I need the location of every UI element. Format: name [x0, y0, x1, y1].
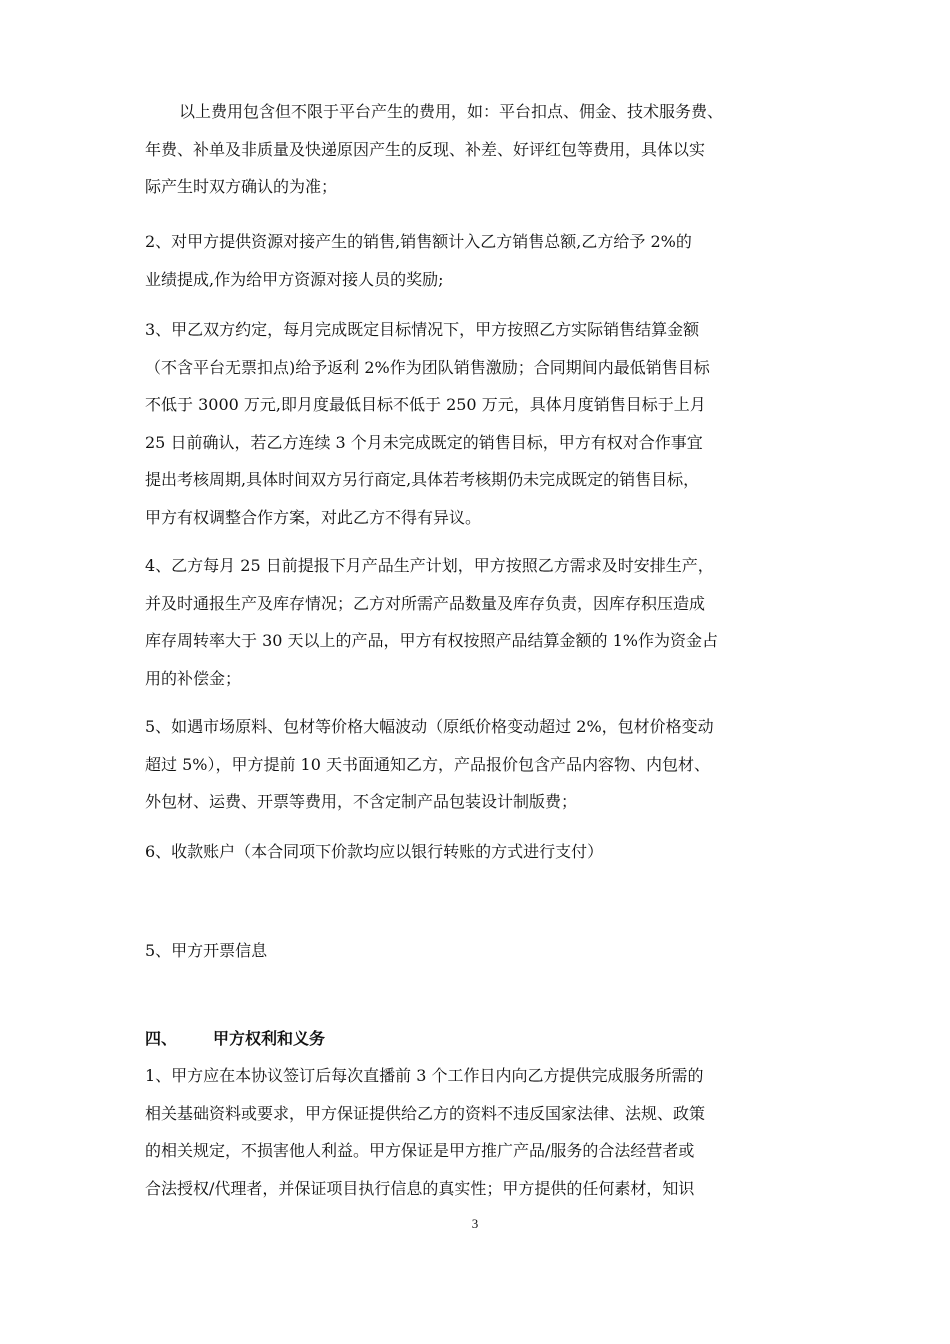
text-line: 25 日前确认，若乙方连续 3 个月未完成既定的销售目标，甲方有权对合作事宜 — [145, 432, 703, 452]
text-line: 用的补偿金； — [145, 668, 242, 688]
intro-paragraph — [145, 93, 815, 206]
text-line: 不低于 3000 万元,即月度最低目标不低于 250 万元，具体月度销售目标于上月 — [145, 395, 706, 414]
text-line: 超过 5%），甲方提前 10 天书面通知乙方，产品报价包含产品内容物、内包材、 — [145, 754, 711, 774]
clause-5-paragraph — [145, 708, 815, 821]
section-4-heading — [145, 1020, 325, 1058]
text-line: 际产生时双方确认的为准； — [145, 177, 338, 196]
text-line: 提出考核周期,具体时间双方另行商定,具体若考核期仍未完成既定的销售目标， — [145, 470, 700, 489]
section-4-clause-1-paragraph — [145, 1057, 815, 1207]
text-line: 相关基础资料或要求，甲方保证提供给乙方的资料不违反国家法律、法规、政策 — [145, 1103, 706, 1123]
clause-4-paragraph — [145, 547, 815, 697]
clause-6-paragraph — [145, 833, 815, 871]
text-line: 5、如遇市场原料、包材等价格大幅波动（原纸价格变动超过 2%，包材价格变动 — [145, 717, 714, 736]
text-line: 5、甲方开票信息 — [145, 941, 268, 960]
text-line: 并及时通报生产及库存情况；乙方对所需产品数量及库存负责，因库存积压造成 — [145, 593, 706, 613]
text-line: 1、甲方应在本协议签订后每次直播前 3 个工作日内向乙方提供完成服务所需的 — [145, 1066, 704, 1085]
text-line: 外包材、运费、开票等费用，不含定制产品包装设计制版费； — [145, 792, 578, 811]
text-line: 库存周转率大于 30 天以上的产品，甲方有权按照产品结算金额的 1%作为资金占 — [145, 631, 719, 650]
text-line: 3、甲乙双方约定，每月完成既定目标情况下，甲方按照乙方实际销售结算金额 — [145, 320, 700, 339]
text-line: 年费、补单及非质量及快递原因产生的反现、补差、好评红包等费用，具体以实 — [145, 139, 706, 159]
section-4-number: 四、 — [145, 1029, 178, 1048]
text-line: 2、对甲方提供资源对接产生的销售,销售额计入乙方销售总额,乙方给予 2%的 — [145, 232, 692, 251]
section-4-title: 甲方权利和义务 — [213, 1029, 326, 1048]
clause-5b-paragraph — [145, 932, 815, 970]
text-line: 合法授权/代理者，并保证项目执行信息的真实性；甲方提供的任何素材，知识 — [145, 1178, 695, 1198]
text-line: 4、乙方每月 25 日前提报下月产品生产计划，甲方按照乙方需求及时安排生产， — [145, 556, 714, 575]
clause-2-paragraph — [145, 223, 815, 298]
text-line: 的相关规定，不损害他人利益。甲方保证是甲方推广产品/服务的合法经营者或 — [145, 1141, 695, 1160]
text-line: 甲方有权调整合作方案，对此乙方不得有异议。 — [145, 507, 482, 527]
text-line: 以上费用包含但不限于平台产生的费用，如：平台扣点、佣金、技术服务费、 — [179, 102, 724, 121]
page-number: 3 — [471, 1216, 479, 1231]
text-line: 业绩提成,作为给甲方资源对接人员的奖励; — [145, 269, 444, 289]
text-line: （不含平台无票扣点)给予返利 2%作为团队销售激励；合同期间内最低销售目标 — [145, 357, 710, 377]
clause-3-paragraph — [145, 311, 815, 536]
text-line: 6、收款账户（本合同项下价款均应以银行转账的方式进行支付） — [145, 842, 604, 861]
